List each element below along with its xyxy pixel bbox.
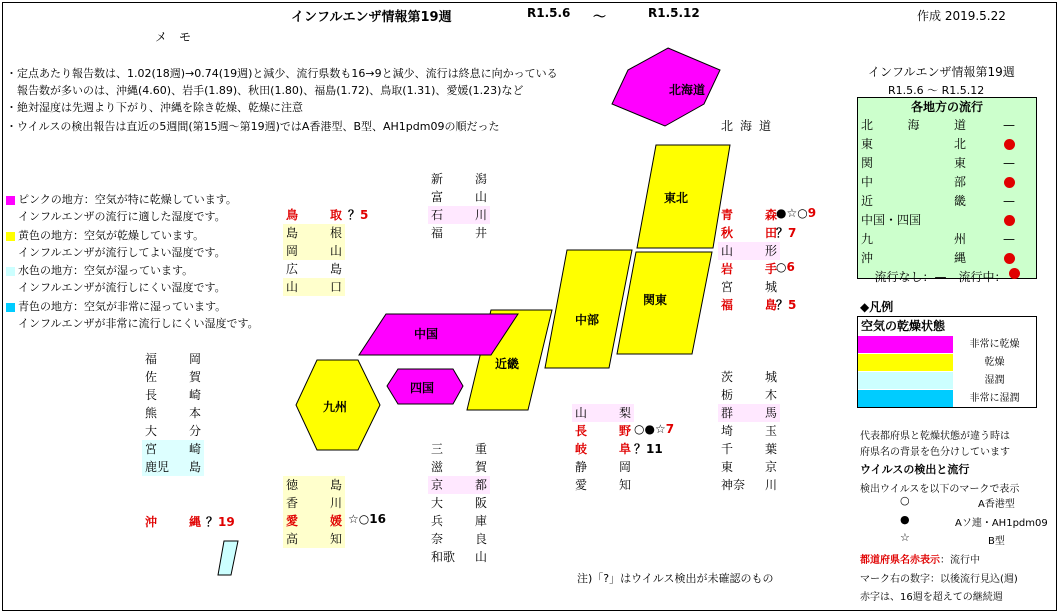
pref-miyazaki: 宮 崎 <box>142 440 204 458</box>
legend-yellow: 黄色の地方：空気が乾燥しています。 <box>6 227 204 244</box>
pref-hokkaido: 北 海 道 <box>721 119 771 133</box>
virus-mark-symbol: ○ <box>900 494 910 507</box>
region-row: 中 部 <box>858 173 1036 192</box>
memo-heading: メ モ <box>155 30 192 44</box>
region-footer: 流行なし：— 流行中： <box>858 268 1036 287</box>
pref-nagano: 長 野 <box>575 424 631 438</box>
period-end: R1.5.12 <box>648 6 700 20</box>
pref-okayama: 岡 山 <box>283 242 345 260</box>
region-row: 東 北 <box>858 135 1036 154</box>
region-row: 北 海 道 — <box>861 118 1015 132</box>
pref-mie: 三 重 <box>431 442 487 456</box>
pref-toyama: 富 山 <box>431 190 487 204</box>
legend-yellow-desc: インフルエンザが流行してよい湿度です。 <box>18 246 226 259</box>
pref-yamanashi: 山 梨 <box>572 404 634 422</box>
pref-tochigi: 栃 木 <box>721 388 777 402</box>
air-legend-header: 空気の乾燥状態 <box>861 319 946 333</box>
pref-yamaguchi: 山 口 <box>283 278 345 296</box>
pref-kochi: 高 知 <box>283 530 345 548</box>
red-number-note: 赤字は、16週を超えての継続週 <box>860 592 1003 603</box>
region-label-kinki: 近畿 <box>495 357 520 371</box>
memo-line: ・ウイルスの検出報告は直近の5週間(第15週〜第19週)ではA香港型、B型、AH1pdm09の順だった <box>6 120 500 133</box>
panel-title: インフルエンザ情報第19週 <box>868 65 1015 79</box>
legend-pink: ピンクの地方：空気が特に乾燥しています。 <box>6 191 237 208</box>
region-status-header: 各地方の流行 <box>910 100 983 114</box>
mark-tottori: ？5 <box>348 208 369 222</box>
pref-oita: 大 分 <box>145 424 201 438</box>
panel-period: R1.5.6 〜 R1.5.12 <box>888 84 985 97</box>
mark-gifu: ？11 <box>634 442 663 456</box>
pref-chiba: 千 葉 <box>721 442 777 456</box>
swatch <box>858 390 953 407</box>
legend-title: ◆凡例 <box>860 300 894 314</box>
note-line: 代表都府県と乾燥状態が違う時は <box>860 431 1010 442</box>
virus-mark-label: A香港型 <box>978 499 1015 510</box>
swatch <box>858 354 953 371</box>
pref-okinawa: 沖 縄 <box>145 515 201 529</box>
pref-miyagi: 宮 城 <box>721 280 777 294</box>
legend-blue: 青色の地方：空気が非常に湿っています。 <box>6 298 226 315</box>
pref-kanagawa: 神奈 川 <box>721 478 777 492</box>
legend-pink-desc: インフルエンザの流行に適した湿度です。 <box>18 210 226 223</box>
region-label-chugoku: 中国 <box>414 327 439 341</box>
swatch <box>858 336 953 353</box>
pref-yamagata: 山 形 <box>718 242 780 260</box>
pref-tottori: 鳥 取 <box>286 208 342 222</box>
mark-akita: ？7 <box>776 226 797 240</box>
note-line: 府県名の背景を色分けしています <box>860 447 1010 458</box>
legend-blue-desc: インフルエンザが非常に流行しにくい湿度です。 <box>18 317 259 330</box>
virus-header: ウイルスの検出と流行 <box>860 463 970 476</box>
pref-kagoshima: 鹿児 島 <box>142 458 204 476</box>
pref-gunma: 群 馬 <box>718 404 780 422</box>
mark-fukushima: ？5 <box>776 298 797 312</box>
pref-nara: 奈 良 <box>431 532 487 546</box>
pref-hyogo: 兵 庫 <box>431 514 487 528</box>
air-legend-row: 非常に乾燥 <box>858 335 1036 353</box>
pref-kumamoto: 熊 本 <box>145 406 201 420</box>
region-label-hokkaido: 北海道 <box>669 83 706 97</box>
swatch <box>858 372 953 389</box>
chugoku-shape <box>359 314 518 355</box>
pref-kyoto: 京 都 <box>428 476 490 494</box>
page-title: インフルエンザ情報第19週 <box>291 10 452 25</box>
pref-ibaraki: 茨 城 <box>721 370 777 384</box>
region-row: 関 東 — <box>861 156 1015 170</box>
region-row: 九 州 — <box>861 232 1015 246</box>
air-legend-row: 乾燥 <box>858 353 1036 371</box>
pref-saitama: 埼 玉 <box>721 424 777 438</box>
active-dot-icon <box>1004 177 1015 188</box>
virus-mark-label: B型 <box>988 536 1005 547</box>
pref-saga: 佐 賀 <box>145 370 201 384</box>
active-dot-icon <box>1004 253 1015 264</box>
memo-line: ・定点あたり報告数は、1.02(18週)→0.74(19週)と減少、流行県数も16→9と減少、流行は終息に向かっている <box>6 67 558 80</box>
pref-hiroshima: 広 島 <box>286 262 342 276</box>
pref-aomori: 青 森 <box>721 208 777 222</box>
pref-osaka: 大 阪 <box>431 496 487 510</box>
pref-tokushima: 徳 島 <box>283 476 345 494</box>
air-legend-row: 非常に湿潤 <box>858 389 1036 407</box>
region-row: 近 畿 — <box>861 194 1015 208</box>
air-legend-row: 湿潤 <box>858 371 1036 389</box>
pref-shimane: 島 根 <box>283 224 345 242</box>
pref-wakayama: 和歌 山 <box>431 550 487 564</box>
virus-mark-label: Aソ連・AH1pdm09 <box>955 518 1048 529</box>
pref-niigata: 新 潟 <box>431 172 487 186</box>
active-dot-icon <box>1004 215 1015 226</box>
pref-iwate: 岩 手 <box>721 262 777 276</box>
virus-desc: 検出ウイルスを以下のマークで表示 <box>860 484 1020 495</box>
active-dot-icon <box>1004 139 1015 150</box>
pref-akita: 秋 田 <box>721 226 777 240</box>
virus-mark-symbol: ● <box>900 513 910 526</box>
mark-aomori: ●☆○9 <box>776 206 817 220</box>
region-label-kanto: 関東 <box>643 293 668 307</box>
active-dot-icon <box>1009 268 1020 279</box>
pref-fukui: 福 井 <box>431 226 487 240</box>
region-status-box <box>857 97 1037 284</box>
pref-ishikawa: 石 川 <box>428 206 490 224</box>
pref-gifu: 岐 阜 <box>575 442 631 456</box>
legend-lightblue-desc: インフルエンザが流行しにくい湿度です。 <box>18 281 226 294</box>
okinawa-shape <box>218 541 238 575</box>
region-label-shikoku: 四国 <box>410 381 435 395</box>
memo-line: 報告数が多いのは、沖縄(4.60)、岩手(1.89)、秋田(1.80)、福島(1.72)、鳥取(1.31)、愛媛(1.23)など <box>6 84 524 97</box>
mark-iwate: ○6 <box>776 260 795 274</box>
pref-aichi: 愛 知 <box>575 478 631 492</box>
air-legend-table <box>857 316 1037 408</box>
region-label-kyushu: 九州 <box>323 400 348 414</box>
period-start: R1.5.6 <box>527 6 571 20</box>
pref-shizuoka: 静 岡 <box>575 460 631 474</box>
virus-mark-symbol: ☆ <box>900 531 910 544</box>
mark-okinawa: ？19 <box>206 515 235 529</box>
legend-lightblue: 水色の地方：空気が湿っています。 <box>6 262 193 279</box>
pref-tokyo: 東 京 <box>721 460 777 474</box>
created-date: 作成 2019.5.22 <box>917 9 1006 23</box>
pref-shiga: 滋 賀 <box>431 460 487 474</box>
pref-nagasaki: 長 崎 <box>145 388 201 402</box>
memo-line: ・絶対湿度は先週より下がり、沖縄を除き乾燥、乾燥に注意 <box>6 101 303 114</box>
pref-kagawa: 香 川 <box>283 494 345 512</box>
number-note: マーク右の数字：以後流行見込(週) <box>860 574 1018 585</box>
pref-ehime: 愛 媛 <box>283 512 345 530</box>
mark-nagano: ○●☆7 <box>634 422 675 436</box>
pref-fukuoka: 福 岡 <box>145 352 201 366</box>
region-label-tohoku: 東北 <box>664 191 689 205</box>
region-row: 中国・四国 <box>858 211 1036 230</box>
region-row: 沖 縄 <box>858 249 1036 268</box>
footnote: 注)「?」はウイルス検出が未確認のもの <box>577 572 774 585</box>
mark-ehime: ☆○16 <box>348 512 386 526</box>
period-tilde: 〜 <box>593 10 607 25</box>
red-display-note: 都道府県名赤表示：流行中 <box>860 555 980 566</box>
pref-fukushima: 福 島 <box>721 298 777 312</box>
region-label-chubu: 中部 <box>575 313 600 327</box>
